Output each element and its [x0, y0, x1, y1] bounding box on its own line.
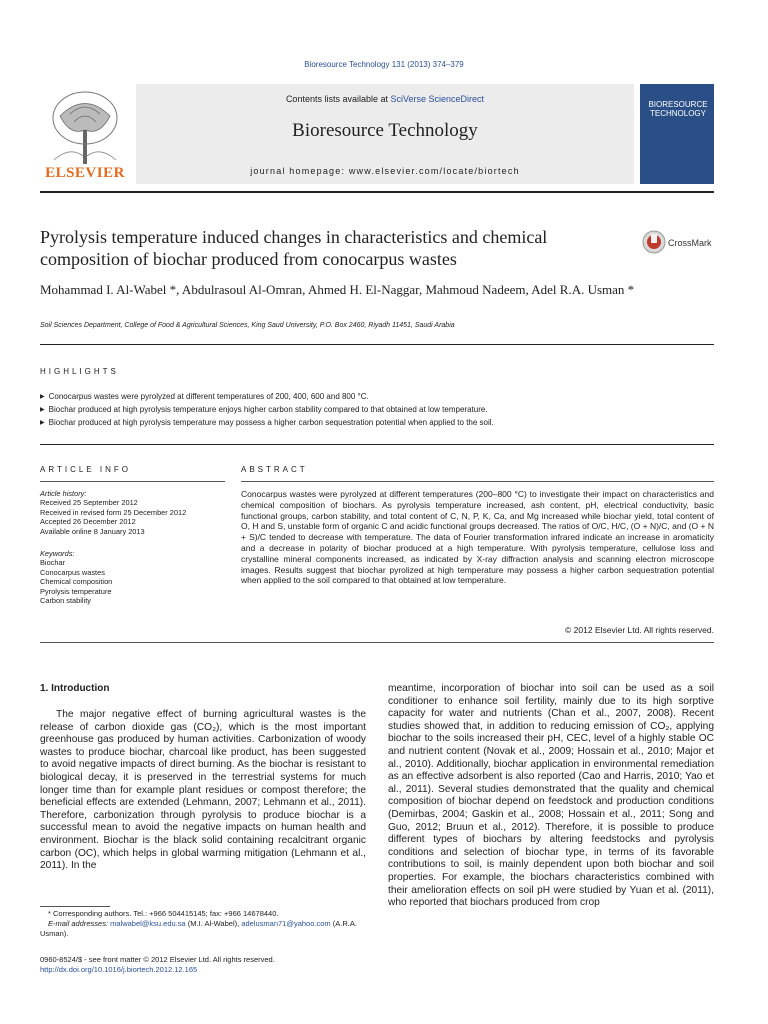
abstract-heading: ABSTRACT — [241, 465, 308, 474]
highlights-list — [40, 391, 720, 430]
body-column-left — [40, 709, 366, 873]
article-info-heading: ARTICLE INFO — [40, 465, 131, 474]
introduction-heading: 1. Introduction — [40, 683, 110, 694]
doi-link[interactable]: http://dx.doi.org/10.1016/j.biortech.2012.12.165 — [40, 965, 198, 974]
section-rule — [40, 344, 714, 345]
journal-homepage[interactable]: journal homepage: www.elsevier.com/locate/biortech — [250, 166, 520, 176]
footnote-rule — [40, 906, 110, 907]
keyword-item: Carbon stability — [40, 596, 91, 606]
page-footer — [40, 955, 370, 975]
highlight-item: ▶ Biochar produced at high pyrolysis temperature may possess a higher carbon sequestration potential when applied to the soil. — [40, 417, 720, 430]
abstract-text: Conocarpus wastes were pyrolyzed at different temperatures (200–800 °C) to investigate their impact on characteristics and chemical composition of biochars. As pyrolysis temperature increased, ash content, pH, electrical conductivity, basic functional groups, carbon stability, and total content of C, N, P, K, Ca, and Mg increased while biochar yield, total content of O, H and S, unstable form of organic C and acidic functional groups decreased. The ratios of O/C, H/C, (O + N)/C, and (O + N + S)/C tended to decrease with temperature. The data of Fourier transformation infrared indicate an increase in aromaticity and a decrease in polarity of biochar produced at a high temperature. With pyrolysis temperature, cellulose loss and crystalline mineral components increased, as indicated by X-ray diffraction analysis and scanning electron microscope images. Results suggest that biochar pyrolized at high temperature may possess a higher carbon sequestration potential when applied to the soil compared to that obtained at low temperature. — [241, 489, 714, 586]
keyword-item: Conocarpus wastes — [40, 567, 105, 577]
abstract-copyright: © 2012 Elsevier Ltd. All rights reserved. — [565, 625, 714, 635]
abstract-rule — [241, 481, 714, 482]
section-rule — [40, 642, 714, 643]
header-rule — [40, 191, 714, 193]
keyword-item: Pyrolysis temperature — [40, 586, 112, 596]
highlights-heading: HIGHLIGHTS — [40, 367, 119, 376]
article-info-rule — [40, 481, 225, 482]
highlight-item: ▶ Conocarpus wastes were pyrolyzed at different temperatures of 200, 400, 600 and 800 °C. — [40, 391, 720, 404]
intro-paragraph: The major negative effect of burning agricultural wastes is the release of carbon dioxide gas (CO₂), which is the most important greenhouse gas produced by human activities. Carbonization of woody wastes to produce biochar, charcoal like product, has been suggested to avoid negative impacts of direct burning. As the biochar is resistant to biological decay, it is preserved in the terrestrial systems for much longer time than for example plant residues or compost therefore; the beneficial effects are extended (Lehmann, 2007; Lehmann et al., 2011). Therefore, carbonization through pyrolysis to produce biochar is a successful mean to avoid the negative impacts on human health and environment. Biochar is the black solid containing recalcitrant organic carbon (OC), which helps in global warming mitigation (Lehmann et al., 2011). In the — [40, 709, 366, 872]
footnote-corresponding: * Corresponding authors. Tel.: +966 504415145; fax: +966 14678440. — [48, 909, 279, 918]
issn-line: 0960-8524/$ - see front matter © 2012 Elsevier Ltd. All rights reserved. — [40, 955, 275, 964]
email-name-1: (M.I. Al-Wabel), — [187, 919, 240, 928]
footnote-emails — [40, 919, 366, 939]
highlight-item: ▶ Biochar produced at high pyrolysis temperature enjoys higher carbon stability compared to that obtained at low temperature. — [40, 404, 720, 417]
history-online: Available online 8 January 2013 — [40, 526, 145, 536]
journal-name: Bioresource Technology — [292, 120, 478, 141]
author-list: Mohammad I. Al-Wabel *, Abdulrasoul Al-Omran, Ahmed H. El-Naggar, Mahmoud Nadeem, Adel R.A. Usman * — [40, 282, 635, 297]
keyword-item: Biochar — [40, 558, 66, 568]
journal-cover-title: BIORESOURCE TECHNOLOGY — [648, 100, 708, 118]
sciencedirect-link[interactable]: SciVerse ScienceDirect — [390, 94, 485, 104]
keyword-item: Chemical composition — [40, 577, 113, 587]
crossmark-label: CrossMark — [668, 238, 712, 248]
journal-citation[interactable]: Bioresource Technology 131 (2013) 374–379 — [304, 60, 464, 69]
history-accepted: Accepted 26 December 2012 — [40, 517, 136, 527]
crossmark-icon[interactable] — [641, 229, 719, 255]
email-name-2: (A.R.A. Usman). — [40, 919, 357, 938]
history-received: Received 25 September 2012 — [40, 498, 138, 508]
body-column-right — [388, 683, 714, 910]
email-link-2[interactable]: adelusman71@yahoo.com — [241, 919, 331, 928]
author-affiliation: Soil Sciences Department, College of Food & Agricultural Sciences, King Saud University, P.O. Box 2460, Riyadh 11451, Saudi Arabia — [40, 322, 455, 329]
article-title: Pyrolysis temperature induced changes in characteristics and chemical composition of biochar produced from conocarpus wastes — [40, 227, 548, 269]
intro-paragraph-continued: meantime, incorporation of biochar into soil can be used as a soil conditioner to enhance soil fertility, mainly due to its high sorptive capacity for water and nutrients (Chan et al., 2007, 2008). Recent studies showed that, in addition to reducing emission of CO₂, applying biochar to the soils increased their pH, CEC, level of a highly stable OC and nutrient content (Novak et al., 2009; Hossain et al., 2010; Major et al., 2010). Additionally, biochar application in environmental remediation as an effective adsorbent is also reported (Cao and Harris, 2010; Yao et al., 2011). Several studies demonstrated that the quality and chemical composition of biochar depend on feedstock and production conditions (Demirbas, 2004; Gaskin et al., 2008; Hossain et al., 2011; Song and Guo, 2012; Bruun et al., 2012). Therefore, it is possible to produce different types of biochars by altering feedstocks and pyrolysis conditions and selection of biochar type, in terms of its favorable contributions to soil, is mainly dependent upon both biochar and soil properties. For example, the biochars characteristics combined with their amelioration effects on soil pH were studied by Yuan et al. (2011), who reported that biochars produced from crop — [388, 683, 714, 909]
elsevier-wordmark: ELSEVIER — [45, 165, 125, 181]
email-link-1[interactable]: malwabel@ksu.edu.sa — [110, 919, 186, 928]
contents-line — [136, 94, 634, 104]
journal-cover-image[interactable] — [640, 84, 714, 184]
history-label: Article history: — [40, 489, 87, 498]
history-revised: Received in revised form 25 December 2012 — [40, 507, 187, 517]
contents-prefix: Contents lists available at — [285, 94, 391, 104]
section-rule — [40, 444, 714, 445]
keywords-label: Keywords: — [40, 549, 75, 559]
footnote — [40, 909, 366, 939]
email-label: E-mail addresses: — [48, 919, 109, 928]
article-info-column — [40, 489, 230, 605]
